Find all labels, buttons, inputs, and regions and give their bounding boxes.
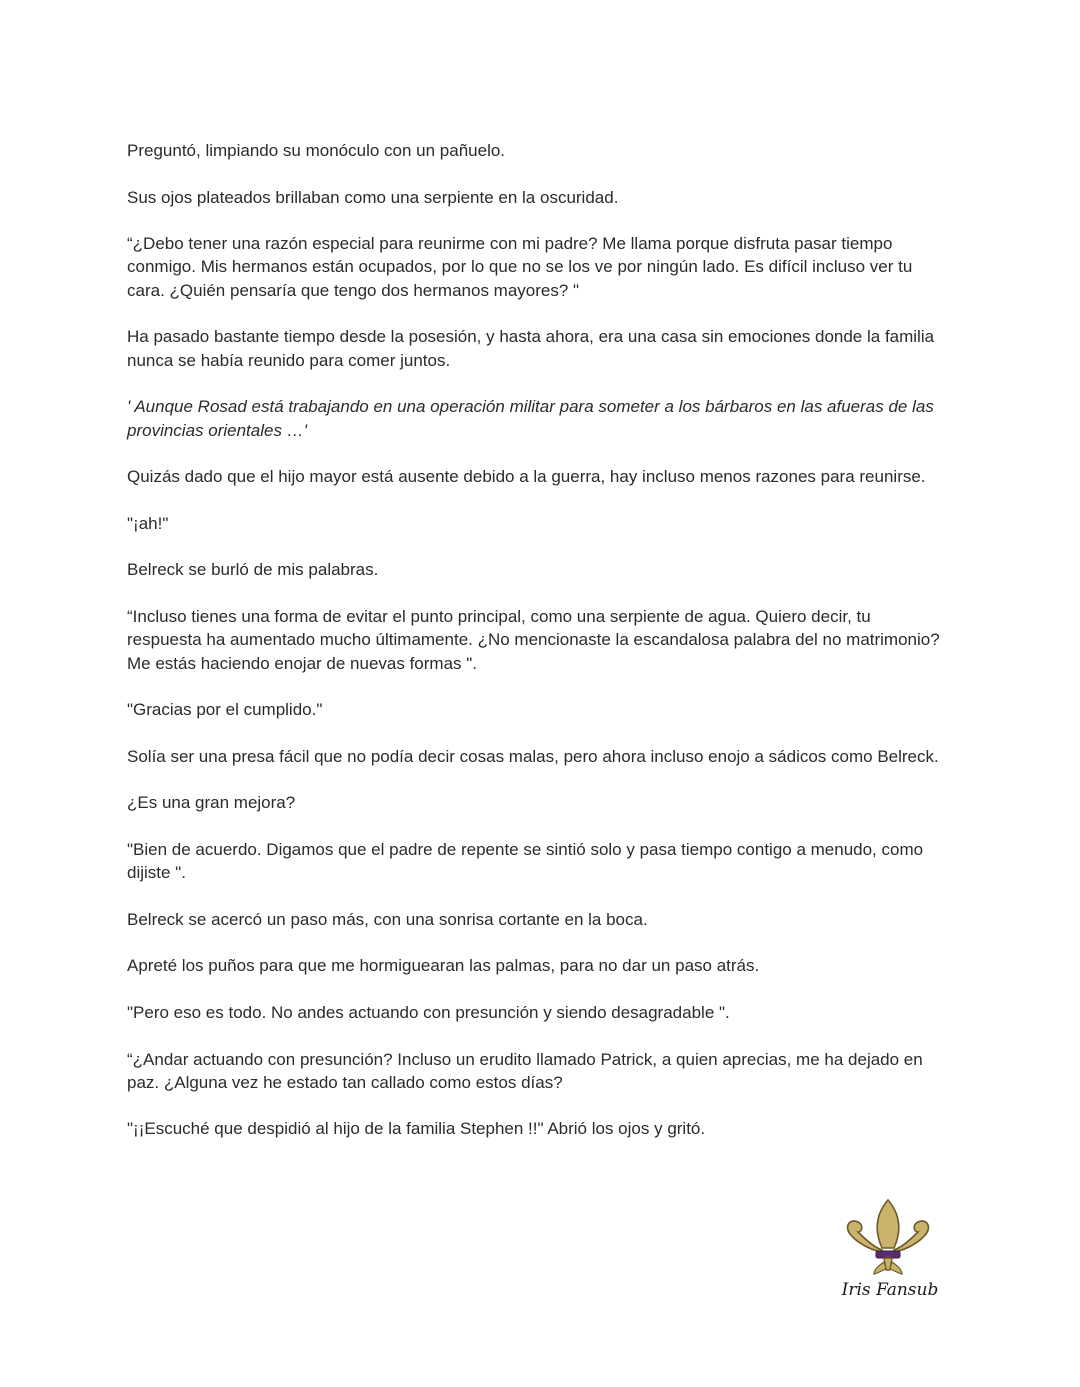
paragraph: “Incluso tienes una forma de evitar el punto principal, como una serpiente de agua. Quiero decir, tu respuesta ha aumentado mucho últimamente. ¿No mencionaste la escandalosa palabra del no matrimonio? Me estás haciendo enojar de nuevas formas ". <box>127 606 940 673</box>
fleur-de-lis-icon <box>840 1196 940 1282</box>
paragraph: "¡¡Escuché que despidió al hijo de la familia Stephen !!" Abrió los ojos y gritó. <box>127 1119 706 1139</box>
watermark-text: Iris Fansub <box>841 1280 939 1300</box>
paragraph: ' Aunque Rosad está trabajando en una operación militar para someter a los bárbaros en las afueras de las provincias orientales …' <box>127 397 934 440</box>
paragraph: Apreté los puños para que me hormiguearan las palmas, para no dar un paso atrás. <box>127 956 760 976</box>
paragraph: Quizás dado que el hijo mayor está ausente debido a la guerra, hay incluso menos razones para reunirse. <box>127 467 926 487</box>
paragraph: Ha pasado bastante tiempo desde la posesión, y hasta ahora, era una casa sin emociones donde la familia nunca se había reunido para comer juntos. <box>127 327 935 370</box>
paragraph: Sus ojos plateados brillaban como una serpiente en la oscuridad. <box>127 187 619 207</box>
document-body <box>127 139 947 1164</box>
iris-fansub-watermark <box>840 1196 940 1306</box>
paragraph: "Gracias por el cumplido." <box>127 700 323 720</box>
paragraph: "¡ah!" <box>127 513 169 533</box>
paragraph: Belreck se burló de mis palabras. <box>127 560 379 580</box>
paragraph: "Pero eso es todo. No andes actuando con presunción y siendo desagradable ". <box>127 1002 730 1022</box>
paragraph: “¿Andar actuando con presunción? Incluso un erudito llamado Patrick, a quien aprecias, me ha dejado en paz. ¿Alguna vez he estado tan callado como estos días? <box>127 1049 923 1092</box>
paragraph: Preguntó, limpiando su monóculo con un pañuelo. <box>127 141 506 160</box>
paragraph: Solía ser una presa fácil que no podía decir cosas malas, pero ahora incluso enojo a sádicos como Belreck. <box>127 746 939 766</box>
paragraph: ¿Es una gran mejora? <box>127 793 296 813</box>
paragraph: “¿Debo tener una razón especial para reunirme con mi padre? Me llama porque disfruta pasar tiempo conmigo. Mis hermanos están ocupados, por lo que no se los ve por ningún lado. Es difícil incluso ver tu cara. ¿Quién pensaría que tengo dos hermanos mayores? " <box>127 234 913 300</box>
paragraph: Belreck se acercó un paso más, con una sonrisa cortante en la boca. <box>127 909 648 929</box>
paragraph: "Bien de acuerdo. Digamos que el padre de repente se sintió solo y pasa tiempo contigo a menudo, como dijiste ". <box>127 839 924 883</box>
